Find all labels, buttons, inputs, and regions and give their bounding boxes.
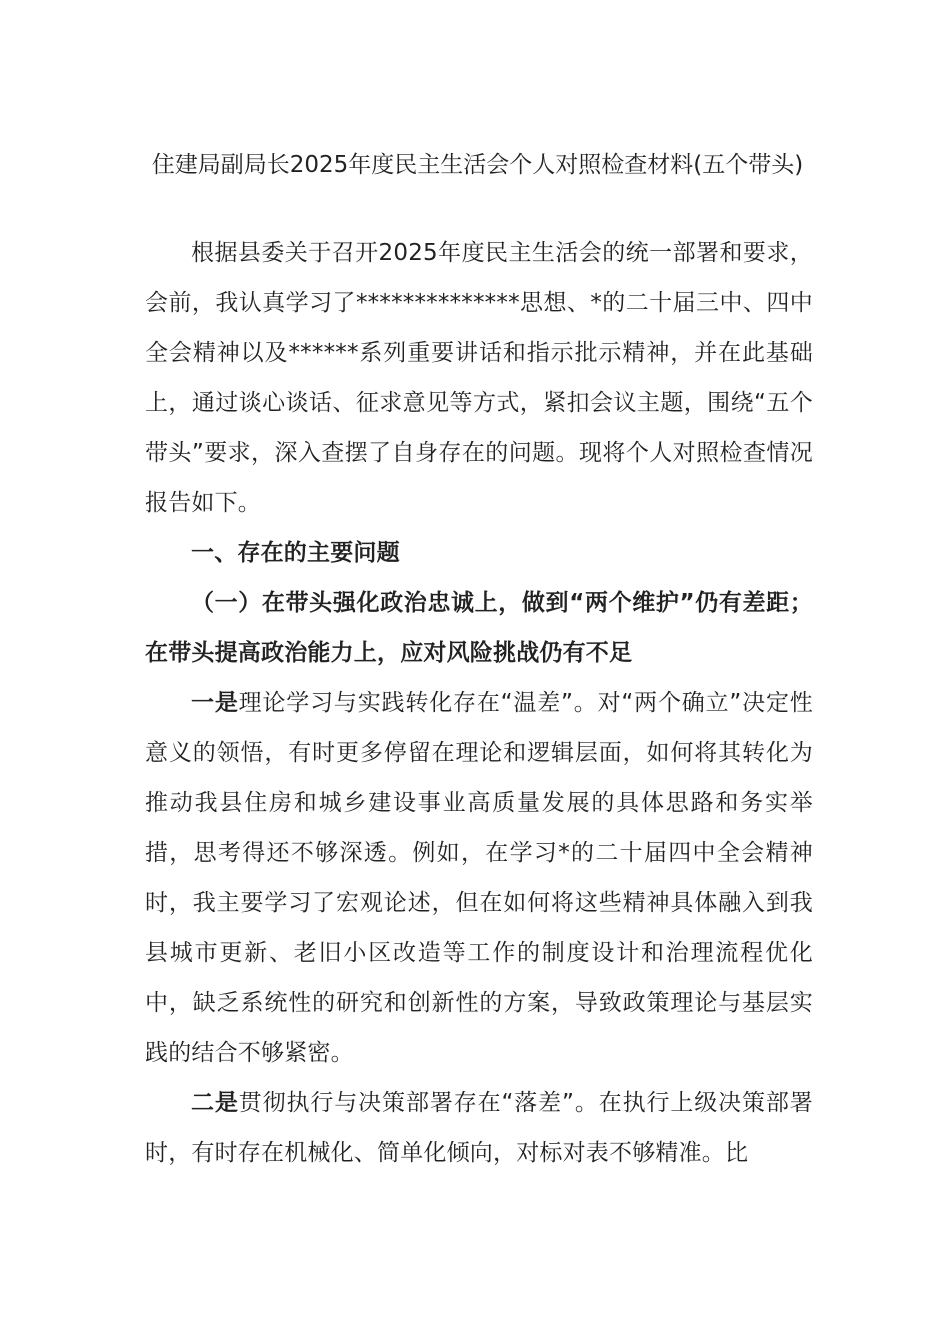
point-one-paragraph: [145, 678, 813, 1078]
subsection-heading: （一）在带头强化政治忠诚上，做到“两个维护”仍有差距；在带头提高政治能力上，应对风险挑战仍有不足: [145, 590, 813, 666]
point-two-paragraph: [145, 1078, 813, 1178]
document-body: [145, 228, 813, 1178]
point-two-lead: 二是: [191, 1090, 239, 1116]
section-heading: 一、存在的主要问题: [191, 540, 400, 566]
intro-paragraph: 根据县委关于召开2025年度民主生活会的统一部署和要求，会前，我认真学习了**************思想、*的二十届三中、四中全会精神以及******系列重要讲话和指示批示精神，并在此基础上，通过谈心谈话、征求意见等方式，紧扣会议主题，围绕“五个带头”要求，深入查摆了自身存在的问题。现将个人对照检查情况报告如下。: [145, 240, 813, 516]
document-title: 住建局副局长2025年度民主生活会个人对照检查材料(五个带头): [151, 152, 804, 178]
point-one-lead: 一是: [191, 690, 239, 716]
point-one-text: 理论学习与实践转化存在“温差”。对“两个确立”决定性意义的领悟，有时更多停留在理论和逻辑层面，如何将其转化为推动我县住房和城乡建设事业高质量发展的具体思路和务实举措，思考得还不够深透。例如，在学习*的二十届四中全会精神时，我主要学习了宏观论述，但在如何将这些精神具体融入到我县城市更新、老旧小区改造等工作的制度设计和治理流程优化中，缺乏系统性的研究和创新性的方案，导致政策理论与基层实践的结合不够紧密。: [145, 690, 813, 1066]
point-two-text: 贯彻执行与决策部署存在“落差”。在执行上级决策部署时，有时存在机械化、简单化倾向，对标对表不够精准。比: [145, 1090, 813, 1166]
